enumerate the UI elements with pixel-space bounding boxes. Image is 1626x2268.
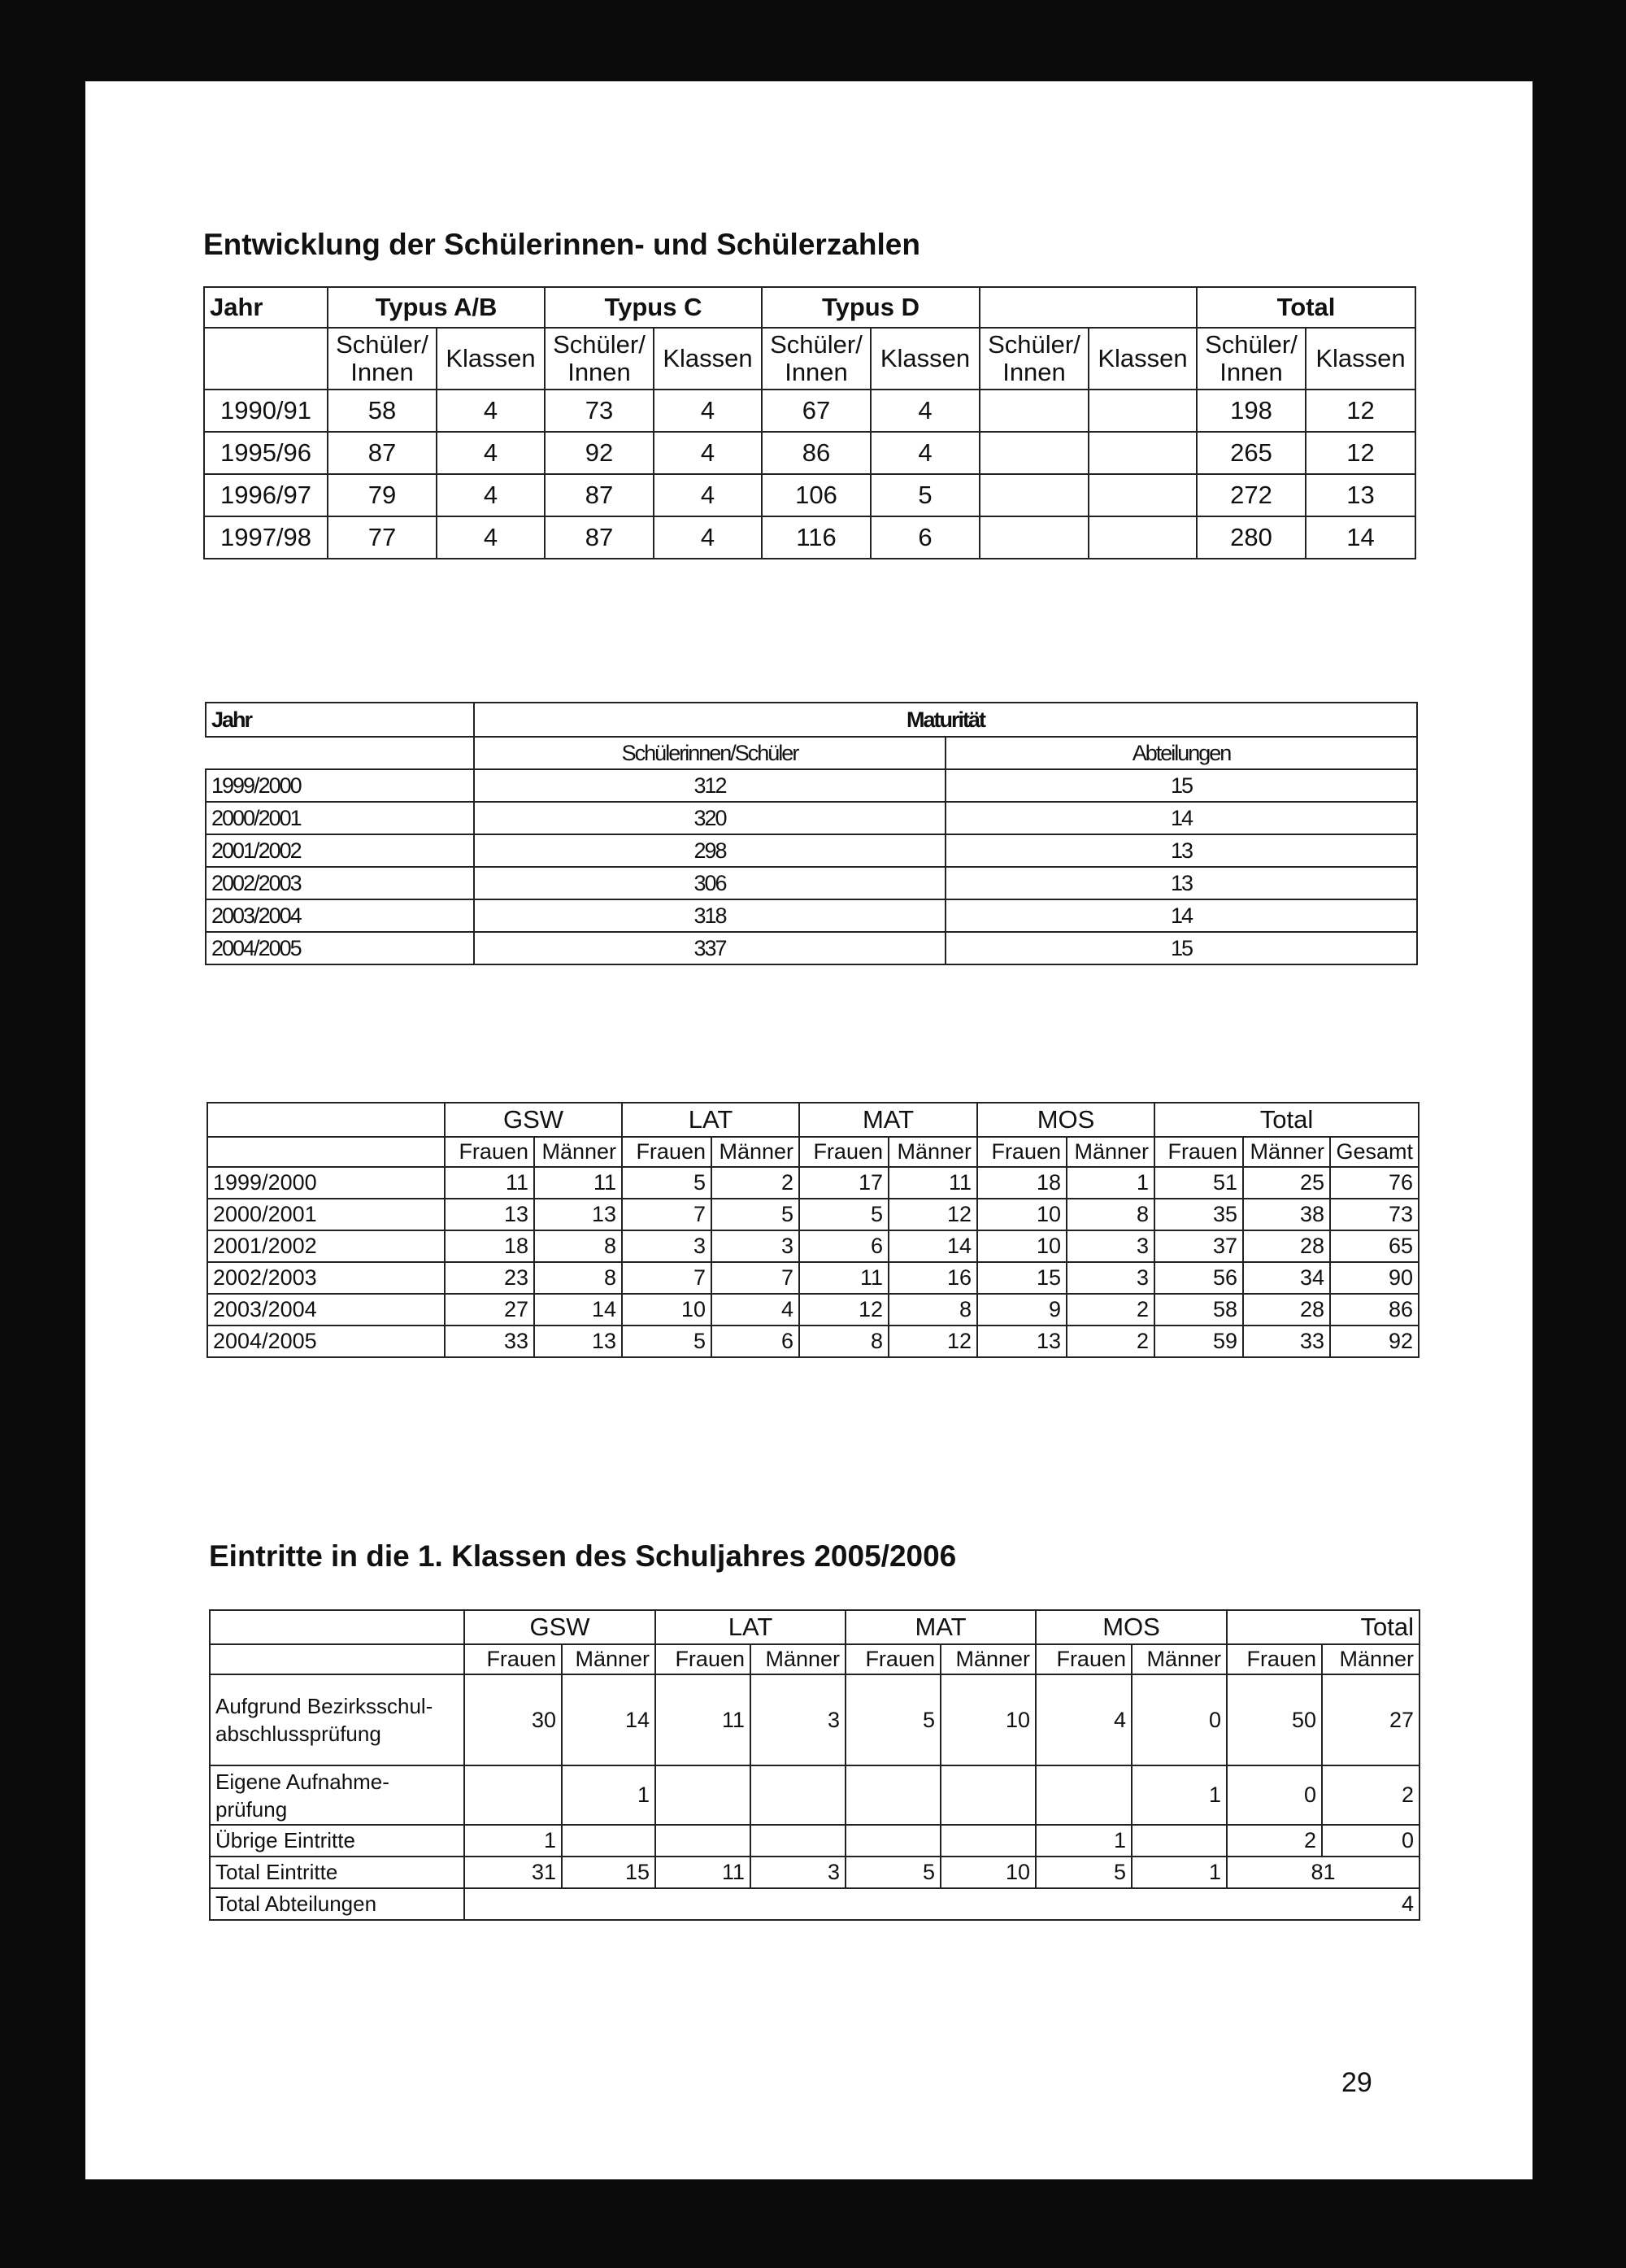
cell: 1 [1132, 1765, 1227, 1825]
subheader-frauen: Frauen [445, 1137, 534, 1167]
cell: 8 [1067, 1199, 1154, 1230]
cell: 33 [1243, 1326, 1330, 1357]
cell-year: 1990/91 [204, 390, 328, 432]
cell: 9 [977, 1294, 1067, 1326]
header-total: Total [1227, 1610, 1419, 1644]
cell: 4 [437, 474, 545, 516]
subheader-maenner: Männer [1243, 1137, 1330, 1167]
cell: 12 [1306, 390, 1415, 432]
cell: 1 [1132, 1857, 1227, 1888]
cell: 23 [445, 1262, 534, 1294]
cell: 30 [464, 1674, 562, 1765]
cell [980, 474, 1089, 516]
cell: 8 [799, 1326, 889, 1357]
subheader-blank [210, 1644, 464, 1674]
subheader-row [206, 737, 1417, 769]
cell-total-abteilungen: 4 [464, 1888, 1419, 1920]
cell: 13 [1306, 474, 1415, 516]
cell: 2 [1067, 1294, 1154, 1326]
cell: 14 [534, 1294, 622, 1326]
subheader-students: Schüler/ Innen [980, 328, 1089, 390]
header-mat: MAT [846, 1610, 1036, 1644]
cell: 3 [750, 1857, 846, 1888]
cell: 2 [711, 1167, 799, 1199]
cell: 6 [799, 1230, 889, 1262]
table-row [207, 1326, 1419, 1357]
cell: 12 [1306, 432, 1415, 474]
subheader-maenner: Männer [941, 1644, 1036, 1674]
cell: 92 [1330, 1326, 1419, 1357]
subheader-abteilungen: Abteilungen [946, 737, 1417, 769]
cell: 7 [622, 1262, 711, 1294]
cell-year: 2000/2001 [207, 1199, 445, 1230]
row-label: Total Abteilungen [210, 1888, 464, 1920]
subheader-students: Schüler/ Innen [762, 328, 871, 390]
cell: 298 [474, 834, 946, 867]
cell: 15 [946, 769, 1417, 802]
cell [846, 1825, 941, 1857]
cell: 272 [1197, 474, 1306, 516]
cell: 27 [445, 1294, 534, 1326]
table-row [206, 932, 1417, 964]
subheader-students: Schüler/ Innen [1197, 328, 1306, 390]
subheader-frauen: Frauen [1227, 1644, 1322, 1674]
cell: 4 [1036, 1674, 1132, 1765]
cell [941, 1825, 1036, 1857]
cell: 5 [846, 1857, 941, 1888]
cell: 14 [889, 1230, 977, 1262]
cell: 90 [1330, 1262, 1419, 1294]
cell: 11 [655, 1857, 750, 1888]
cell: 14 [946, 802, 1417, 834]
cell: 4 [654, 390, 762, 432]
subheader-classes: Klassen [437, 328, 545, 390]
cell: 77 [328, 516, 437, 559]
subheader-maenner: Männer [562, 1644, 655, 1674]
cell: 86 [1330, 1294, 1419, 1326]
subheader-students: Schüler/ Innen [328, 328, 437, 390]
cell: 4 [437, 432, 545, 474]
cell: 35 [1154, 1199, 1243, 1230]
subheader-frauen: Frauen [622, 1137, 711, 1167]
cell: 2 [1227, 1825, 1322, 1857]
cell: 59 [1154, 1326, 1243, 1357]
table-row [210, 1674, 1419, 1765]
cell: 0 [1227, 1765, 1322, 1825]
subheader-frauen: Frauen [655, 1644, 750, 1674]
table-row [210, 1857, 1419, 1888]
cell: 4 [654, 516, 762, 559]
cell: 10 [977, 1199, 1067, 1230]
cell: 4 [654, 432, 762, 474]
table-row [206, 802, 1417, 834]
table-row [204, 390, 1415, 432]
cell [1132, 1825, 1227, 1857]
cell: 280 [1197, 516, 1306, 559]
subheader-blank [204, 328, 328, 390]
cell: 8 [534, 1262, 622, 1294]
cell [1089, 516, 1197, 559]
cell: 5 [711, 1199, 799, 1230]
cell: 12 [889, 1326, 977, 1357]
row-label: Aufgrund Bezirksschul-abschlussprüfung [210, 1674, 464, 1765]
cell [562, 1825, 655, 1857]
cell: 76 [1330, 1167, 1419, 1199]
header-lat: LAT [622, 1103, 799, 1137]
cell: 1 [1036, 1825, 1132, 1857]
cell [1089, 390, 1197, 432]
table-schuelerzahlen [203, 286, 1416, 559]
header-mat: MAT [799, 1103, 977, 1137]
cell: 33 [445, 1326, 534, 1357]
subheader-row [207, 1137, 1419, 1167]
subheader-frauen: Frauen [846, 1644, 941, 1674]
cell-year: 2003/2004 [207, 1294, 445, 1326]
cell: 15 [977, 1262, 1067, 1294]
cell: 51 [1154, 1167, 1243, 1199]
cell: 312 [474, 769, 946, 802]
table-row [210, 1825, 1419, 1857]
subheader-row [210, 1644, 1419, 1674]
subheader-frauen: Frauen [977, 1137, 1067, 1167]
cell: 28 [1243, 1230, 1330, 1262]
table-row [206, 769, 1417, 802]
cell [1089, 432, 1197, 474]
cell: 27 [1322, 1674, 1419, 1765]
table-row [207, 1167, 1419, 1199]
table-eintritte [209, 1609, 1420, 1921]
table-row [206, 867, 1417, 899]
cell: 1 [562, 1765, 655, 1825]
table-row [206, 899, 1417, 932]
cell: 13 [534, 1199, 622, 1230]
header-total: Total [1154, 1103, 1419, 1137]
header-row [204, 287, 1415, 328]
subheader-classes: Klassen [1306, 328, 1415, 390]
cell: 3 [622, 1230, 711, 1262]
cell: 318 [474, 899, 946, 932]
table-row [207, 1230, 1419, 1262]
cell: 58 [328, 390, 437, 432]
page-number: 29 [1341, 2067, 1372, 2098]
subheader-maenner: Männer [1132, 1644, 1227, 1674]
cell [750, 1825, 846, 1857]
cell: 11 [534, 1167, 622, 1199]
subheader-blank [207, 1137, 445, 1167]
cell: 4 [654, 474, 762, 516]
cell: 5 [622, 1167, 711, 1199]
cell: 14 [946, 899, 1417, 932]
subheader-classes: Klassen [654, 328, 762, 390]
cell: 11 [445, 1167, 534, 1199]
header-blank [207, 1103, 445, 1137]
cell: 2 [1067, 1326, 1154, 1357]
header-typus-ab: Typus A/B [328, 287, 545, 328]
header-blank [210, 1610, 464, 1644]
cell: 265 [1197, 432, 1306, 474]
cell [941, 1765, 1036, 1825]
cell: 4 [711, 1294, 799, 1326]
cell: 4 [871, 432, 980, 474]
cell: 13 [445, 1199, 534, 1230]
cell [980, 432, 1089, 474]
header-gsw: GSW [464, 1610, 655, 1644]
cell: 0 [1322, 1825, 1419, 1857]
header-jahr: Jahr [206, 703, 474, 737]
section-title-eintritte: Eintritte in die 1. Klassen des Schuljahres 2005/2006 [209, 1539, 957, 1573]
cell: 17 [799, 1167, 889, 1199]
cell: 16 [889, 1262, 977, 1294]
cell: 11 [889, 1167, 977, 1199]
cell: 116 [762, 516, 871, 559]
header-lat: LAT [655, 1610, 846, 1644]
document-page [85, 81, 1533, 2179]
header-typus-d: Typus D [762, 287, 980, 328]
header-row [207, 1103, 1419, 1137]
cell: 10 [941, 1674, 1036, 1765]
cell [1089, 474, 1197, 516]
row-label: Übrige Eintritte [210, 1825, 464, 1857]
cell: 6 [711, 1326, 799, 1357]
subheader-blank [206, 737, 474, 769]
cell-year: 2002/2003 [206, 867, 474, 899]
cell: 306 [474, 867, 946, 899]
subheader-row [204, 328, 1415, 390]
cell: 5 [799, 1199, 889, 1230]
cell-total-eintritte: 81 [1227, 1857, 1419, 1888]
cell [846, 1765, 941, 1825]
cell-year: 1996/97 [204, 474, 328, 516]
cell-year: 2002/2003 [207, 1262, 445, 1294]
subheader-frauen: Frauen [464, 1644, 562, 1674]
cell: 92 [545, 432, 654, 474]
cell: 18 [977, 1167, 1067, 1199]
cell: 10 [622, 1294, 711, 1326]
table-row [207, 1262, 1419, 1294]
cell: 25 [1243, 1167, 1330, 1199]
cell: 87 [328, 432, 437, 474]
row-label: Total Eintritte [210, 1857, 464, 1888]
header-mos: MOS [1036, 1610, 1227, 1644]
cell: 5 [846, 1674, 941, 1765]
cell: 50 [1227, 1674, 1322, 1765]
cell-year: 2003/2004 [206, 899, 474, 932]
cell [464, 1765, 562, 1825]
cell: 10 [977, 1230, 1067, 1262]
cell-year: 1997/98 [204, 516, 328, 559]
cell: 12 [799, 1294, 889, 1326]
subheader-maenner: Männer [534, 1137, 622, 1167]
cell: 31 [464, 1857, 562, 1888]
cell: 73 [545, 390, 654, 432]
table-row [204, 474, 1415, 516]
cell-year: 2001/2002 [207, 1230, 445, 1262]
header-typus-c: Typus C [545, 287, 762, 328]
table-row [207, 1199, 1419, 1230]
cell-year: 1999/2000 [206, 769, 474, 802]
subheader-frauen: Frauen [799, 1137, 889, 1167]
subheader-frauen: Frauen [1036, 1644, 1132, 1674]
cell [1036, 1765, 1132, 1825]
cell: 14 [1306, 516, 1415, 559]
cell [655, 1825, 750, 1857]
cell: 1 [464, 1825, 562, 1857]
cell: 1 [1067, 1167, 1154, 1199]
cell: 2 [1322, 1765, 1419, 1825]
subheader-classes: Klassen [1089, 328, 1197, 390]
cell: 4 [871, 390, 980, 432]
header-mos: MOS [977, 1103, 1154, 1137]
cell: 58 [1154, 1294, 1243, 1326]
cell: 198 [1197, 390, 1306, 432]
cell: 5 [1036, 1857, 1132, 1888]
subheader-maenner: Männer [750, 1644, 846, 1674]
cell: 4 [437, 390, 545, 432]
subheader-schuelerinnen: Schülerinnen/Schüler [474, 737, 946, 769]
cell-year: 2004/2005 [206, 932, 474, 964]
cell: 87 [545, 474, 654, 516]
cell: 7 [711, 1262, 799, 1294]
subheader-frauen: Frauen [1154, 1137, 1243, 1167]
cell [655, 1765, 750, 1825]
cell: 5 [622, 1326, 711, 1357]
cell: 28 [1243, 1294, 1330, 1326]
cell: 6 [871, 516, 980, 559]
cell: 13 [946, 867, 1417, 899]
cell: 87 [545, 516, 654, 559]
cell [750, 1765, 846, 1825]
cell: 65 [1330, 1230, 1419, 1262]
table-row [210, 1765, 1419, 1825]
subheader-maenner: Männer [711, 1137, 799, 1167]
cell: 86 [762, 432, 871, 474]
cell: 14 [562, 1674, 655, 1765]
header-row [206, 703, 1417, 737]
table-row [206, 834, 1417, 867]
cell: 13 [977, 1326, 1067, 1357]
cell [980, 390, 1089, 432]
header-empty [980, 287, 1197, 328]
cell: 3 [1067, 1230, 1154, 1262]
cell: 13 [946, 834, 1417, 867]
cell: 3 [750, 1674, 846, 1765]
table-maturitaet [205, 702, 1418, 965]
cell: 67 [762, 390, 871, 432]
cell: 11 [799, 1262, 889, 1294]
subheader-maenner: Männer [1067, 1137, 1154, 1167]
cell-year: 2004/2005 [207, 1326, 445, 1357]
cell: 3 [711, 1230, 799, 1262]
header-maturitaet: Maturität [474, 703, 1417, 737]
cell: 34 [1243, 1262, 1330, 1294]
cell: 0 [1132, 1674, 1227, 1765]
cell-year: 1999/2000 [207, 1167, 445, 1199]
cell: 11 [655, 1674, 750, 1765]
subheader-gesamt: Gesamt [1330, 1137, 1419, 1167]
table-profile-jahre [207, 1102, 1419, 1358]
cell: 320 [474, 802, 946, 834]
table-row [207, 1294, 1419, 1326]
cell: 4 [437, 516, 545, 559]
cell-year: 1995/96 [204, 432, 328, 474]
subheader-maenner: Männer [889, 1137, 977, 1167]
cell: 13 [534, 1326, 622, 1357]
section-title-schuelerzahlen: Entwicklung der Schülerinnen- und Schülerzahlen [203, 228, 920, 261]
row-label: Eigene Aufnahme-prüfung [210, 1765, 464, 1825]
subheader-students: Schüler/ Innen [545, 328, 654, 390]
cell: 18 [445, 1230, 534, 1262]
cell: 15 [946, 932, 1417, 964]
header-row [210, 1610, 1419, 1644]
cell: 12 [889, 1199, 977, 1230]
cell: 8 [534, 1230, 622, 1262]
cell-year: 2000/2001 [206, 802, 474, 834]
cell: 15 [562, 1857, 655, 1888]
cell: 3 [1067, 1262, 1154, 1294]
cell: 79 [328, 474, 437, 516]
cell: 337 [474, 932, 946, 964]
subheader-classes: Klassen [871, 328, 980, 390]
table-row [210, 1888, 1419, 1920]
cell: 5 [871, 474, 980, 516]
table-row [204, 516, 1415, 559]
header-gsw: GSW [445, 1103, 622, 1137]
cell: 37 [1154, 1230, 1243, 1262]
cell: 73 [1330, 1199, 1419, 1230]
cell: 106 [762, 474, 871, 516]
cell [980, 516, 1089, 559]
table-row [204, 432, 1415, 474]
cell: 56 [1154, 1262, 1243, 1294]
header-total: Total [1197, 287, 1415, 328]
cell: 38 [1243, 1199, 1330, 1230]
cell: 10 [941, 1857, 1036, 1888]
cell: 7 [622, 1199, 711, 1230]
cell-year: 2001/2002 [206, 834, 474, 867]
header-jahr: Jahr [204, 287, 328, 328]
subheader-maenner: Männer [1322, 1644, 1419, 1674]
cell: 8 [889, 1294, 977, 1326]
